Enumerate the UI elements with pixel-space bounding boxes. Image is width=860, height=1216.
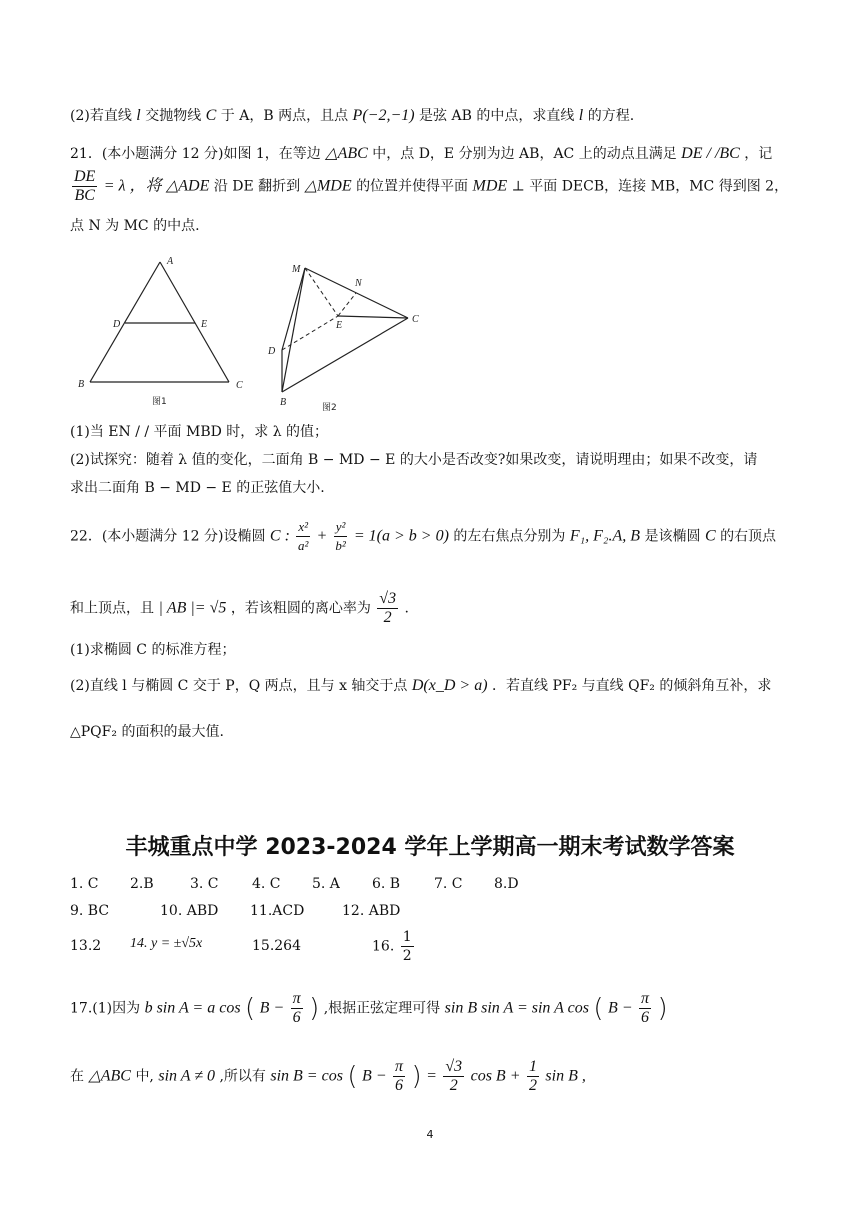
label-c: C — [236, 380, 243, 391]
text: 21．(本小题满分 12 分)如图 1，在等边 — [70, 146, 321, 162]
math-eq: B − — [608, 999, 633, 1017]
answer-item-16 — [372, 928, 416, 965]
answer-item: 11.ACD — [250, 903, 305, 919]
text: 的右顶点 — [720, 528, 777, 545]
fraction-denominator: a² — [297, 538, 309, 553]
math-triangle: △ABC — [325, 145, 368, 162]
text: ⊥ 平面 DECB，连接 MB，MC 得到图 2， — [511, 178, 789, 195]
fraction-pi-6 — [639, 990, 651, 1027]
answer-item: 12. ABD — [342, 903, 401, 919]
fraction-numerator: x² — [296, 518, 310, 537]
fraction-denominator: 6 — [395, 1077, 404, 1094]
math-triangle: △MDE — [304, 177, 352, 195]
answer-item: 7. C — [434, 876, 463, 892]
answer-item: 14. y = ±√5x — [130, 936, 203, 951]
q21-sub1: (1)当 EN / / 平面 MBD 时，求 λ 的值； — [70, 424, 329, 440]
label-c: C — [412, 314, 419, 325]
fraction-numerator: DE — [74, 168, 96, 185]
text: ，记 — [744, 146, 773, 162]
edge-ac — [160, 262, 229, 382]
label-m: M — [292, 264, 301, 275]
q21-sub2b: 求出二面角 B − MD − E 的正弦值大小. — [70, 480, 325, 496]
answer-item: 13.2 — [70, 938, 102, 954]
math-point-p: P(−2,−1) — [352, 107, 415, 124]
math-eq: sin A ≠ 0 — [158, 1067, 215, 1085]
math-plane: MDE — [472, 177, 508, 195]
math-eq: B − — [259, 999, 285, 1017]
label-a: A — [167, 256, 174, 267]
fraction-y2-b2 — [334, 518, 348, 555]
math-eq: sin B , — [545, 1067, 586, 1085]
label-b: B — [280, 397, 287, 408]
answer-item: 10. ABD — [160, 903, 219, 919]
answer-item: 6. B — [372, 876, 401, 892]
math-eq: B − — [362, 1067, 387, 1085]
figure-caption: 图2 — [322, 403, 337, 413]
answer-item: 5. A — [312, 876, 340, 892]
answer-item: 2.B — [130, 876, 154, 892]
text: 于 A，B 两点，且点 — [220, 108, 349, 124]
text: 的方程. — [587, 108, 635, 124]
fraction-numerator: π — [641, 990, 650, 1007]
math-eq: b sin A = a cos — [144, 999, 241, 1017]
figure-1 — [72, 252, 262, 410]
fraction-denominator: 6 — [641, 1009, 650, 1026]
fraction-de-bc — [72, 168, 97, 205]
fraction-numerator: π — [292, 990, 301, 1007]
fraction-denominator: 2 — [449, 1077, 458, 1094]
fraction-pi-6 — [393, 1058, 405, 1095]
page-number: 4 — [426, 1128, 434, 1141]
fraction-x2-a2 — [296, 518, 310, 555]
a17-line2: 在 △ABC 中, sin A ≠ 0 ,所以有 sin B = cos ( B − $\frac{\pi}{6}$ ) = $\frac{√3}{2}$ cos B + $\frac{1}{2}$ sin B , — [70, 1058, 586, 1094]
fraction-numerator: √3 — [379, 590, 397, 607]
fraction-denominator: BC — [74, 187, 95, 204]
text: 交抛物线 — [145, 108, 202, 124]
text: ．若直线 PF₂ 与直线 QF₂ 的倾斜角互补，求 — [492, 678, 772, 694]
edge-mb — [282, 268, 305, 392]
math-l: l — [578, 107, 584, 124]
answer-item: 15.264 — [252, 938, 301, 954]
text: ，若该粗圆的离心率为 — [230, 600, 371, 617]
edge-ec — [338, 316, 408, 318]
label-e: E — [336, 320, 343, 331]
fraction-one-half — [401, 928, 414, 965]
answer-item: 9. BC — [70, 903, 110, 919]
q21-sub2a: (2)试探究：随着 λ 值的变化，二面角 B − MD − E 的大小是否改变?如果改变，请说明理由；如果不改变，请 — [70, 452, 758, 468]
label-e: E — [201, 319, 208, 330]
q22-line1: 22．(本小题满分 12 分)设椭圆 C : $\frac{\text{x²}}{\text{a²}}$ + $\frac{\text{y²}}{\text{b²}}$ = 1(a > b > 0) 的左右焦点分别为 F₁, F₂.A, B 是该椭圆 C 的右顶点 — [70, 519, 777, 553]
edge-bc — [282, 318, 408, 392]
text: 中，点 D，E 分别为边 AB，AC 上的动点且满足 — [372, 146, 677, 162]
fraction-denominator: 2 — [528, 1077, 537, 1094]
edge-ab — [90, 262, 160, 382]
q21-line1 — [70, 144, 772, 164]
math-l: l — [136, 107, 141, 124]
fraction-denominator: 6 — [292, 1009, 301, 1026]
math-triangle: △ABC — [88, 1067, 131, 1085]
text: 17.(1)因为 — [70, 1000, 141, 1017]
q22-sub2-end: △PQF₂ 的面积的最大值. — [70, 724, 224, 740]
text: ,根据正弦定理可得 — [323, 1000, 441, 1017]
label-d: D — [268, 346, 276, 357]
label-b: B — [78, 379, 85, 390]
q22-line2: 和上顶点，且 | AB |= √5 ，若该粗圆的离心率为 $\frac{√3}{2}$ . — [70, 590, 409, 626]
fraction-denominator: 2 — [402, 948, 412, 964]
q21-line3: 点 N 为 MC 的中点. — [70, 218, 200, 234]
fraction-pi-6 — [291, 990, 303, 1027]
text: ,所以有 — [219, 1068, 266, 1085]
math-condition: = 1(a > b > 0) — [353, 527, 449, 545]
answer-item: 4. C — [252, 876, 281, 892]
fraction-numerator: √3 — [445, 1058, 463, 1075]
text: = λ ，将 — [103, 177, 162, 195]
text: (2)若直线 — [70, 108, 132, 124]
fraction-denominator: 2 — [383, 609, 392, 626]
text: 和上顶点，且 — [70, 600, 154, 617]
answer-label: 16. — [372, 938, 395, 955]
q20-part2 — [70, 106, 634, 126]
text: 22．(本小题满分 12 分)设椭圆 — [70, 528, 266, 545]
edge-me-dashed — [305, 268, 338, 316]
math-eq: cos B + — [470, 1067, 521, 1085]
fraction-eccentricity — [377, 590, 398, 627]
fraction-numerator: y² — [334, 518, 348, 537]
math-c: C : — [269, 527, 290, 545]
label-d: D — [113, 319, 121, 330]
text: (2)直线 l 与椭圆 C 交于 P，Q 两点，且与 x 轴交于点 — [70, 678, 408, 694]
answer-item: 8.D — [494, 876, 519, 892]
math-point-d: D(x_D > a) — [411, 677, 488, 694]
math-ab: | AB |= √5 — [158, 599, 227, 617]
answer-title: 丰城重点中学 2023-2024 学年上学期高一期末考试数学答案 — [125, 835, 735, 860]
math-triangle: △ADE — [165, 177, 210, 195]
fraction-numerator: π — [395, 1058, 404, 1075]
q21-line2 — [70, 168, 788, 205]
q22-sub2 — [70, 676, 771, 696]
answer-item: 1. C — [70, 876, 99, 892]
math-foci: F₁, F₂.A, B — [569, 527, 641, 545]
fraction-sqrt3-2 — [443, 1058, 464, 1095]
figure-caption: 图1 — [152, 397, 167, 407]
math-parallel: DE / /BC — [681, 145, 740, 162]
fraction-denominator: b² — [335, 538, 346, 553]
math-eq: sin B sin A = sin A cos — [444, 999, 589, 1017]
edge-mc — [305, 268, 408, 318]
fraction-numerator: 1 — [402, 929, 412, 945]
label-n: N — [355, 278, 362, 289]
q22-sub1: (1)求椭圆 C 的标准方程； — [70, 642, 236, 658]
text: 沿 DE 翻折到 — [213, 178, 301, 195]
edge-en-dashed — [338, 293, 356, 316]
fraction-one-half — [527, 1058, 539, 1095]
a17-line1: 17.(1)因为 b sin A = a cos ( B − $\frac{\pi}{6}$ ) ,根据正弦定理可得 sin B sin A = sin A cos ( B − $\frac{\pi}{6}$ ) — [70, 990, 668, 1026]
figure-2 — [258, 258, 428, 418]
text: 在 — [70, 1068, 84, 1085]
text: 是弦 AB 的中点，求直线 — [419, 108, 575, 124]
text: 是该椭圆 — [644, 528, 701, 545]
text: 中, — [135, 1068, 154, 1085]
fraction-numerator: 1 — [528, 1058, 537, 1075]
math-c: C — [205, 107, 217, 124]
text: 的左右焦点分别为 — [453, 528, 566, 545]
math-eq: sin B = cos — [270, 1067, 343, 1085]
math-eq: = — [426, 1067, 437, 1085]
text: 的位置并使得平面 — [356, 178, 469, 195]
answer-item: 3. C — [190, 876, 219, 892]
